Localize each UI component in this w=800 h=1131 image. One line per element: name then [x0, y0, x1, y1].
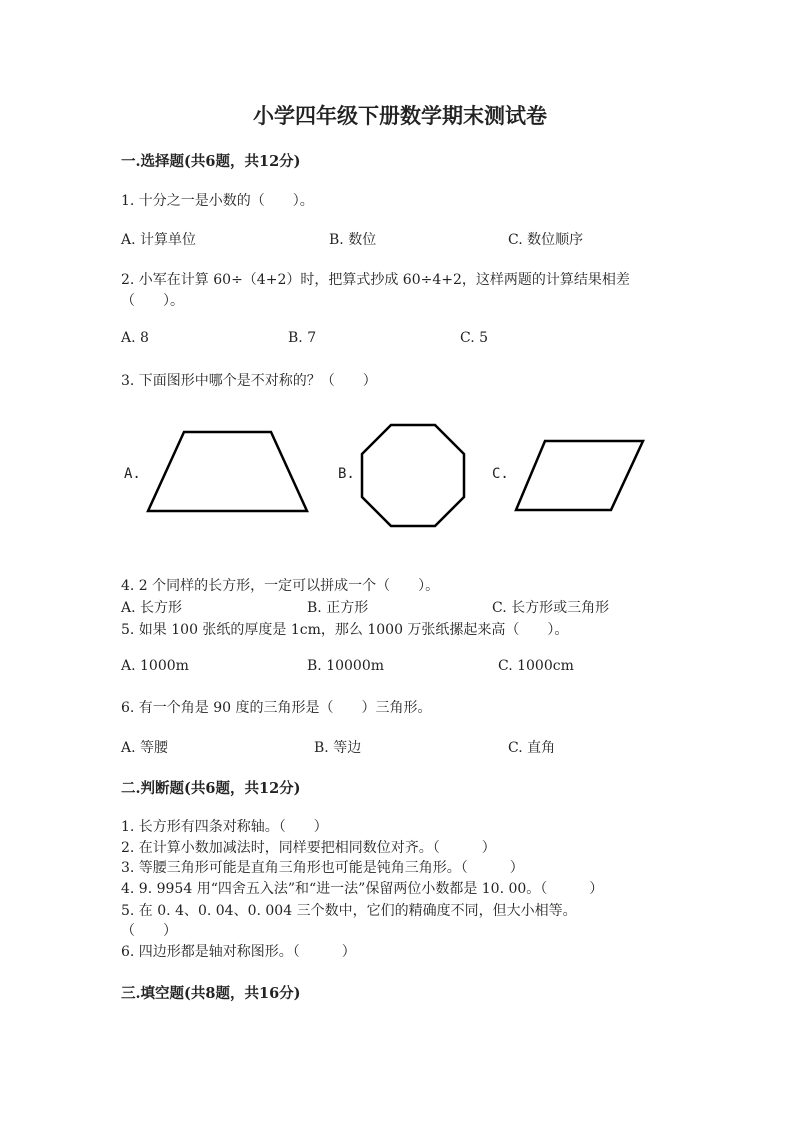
q1-option-a: A. 计算单位 [121, 232, 197, 248]
section-heading-judgement: 二.判断题(共6题，共12分) [121, 780, 301, 797]
q2-option-a: A. 8 [121, 330, 149, 346]
page-title: 小学四年级下册数学期末测试卷 [253, 103, 547, 128]
q3-label-b: B. [338, 466, 355, 482]
question-2-line2: （ ）。 [121, 293, 184, 309]
question-2-line1: 2. 小军在计算 60÷（4+2）时，把算式抄成 60÷4+2，这样两题的计算结果相差 [121, 272, 630, 288]
q1-option-b: B. 数位 [329, 232, 377, 248]
q4-option-c: C. 长方形或三角形 [492, 600, 610, 616]
section-heading-fill-blank: 三.填空题(共8题，共16分) [121, 985, 301, 1002]
q6-option-b: B. 等边 [314, 740, 362, 756]
judgement-item: 3. 等腰三角形可能是直角三角形也可能是钝角三角形。（ ） [121, 860, 524, 876]
judgement-item: 1. 长方形有四条对称轴。（ ） [121, 819, 328, 835]
q6-option-c: C. 直角 [508, 740, 556, 756]
q5-option-a: A. 1000m [121, 658, 189, 674]
q5-option-b: B. 10000m [307, 658, 384, 674]
question-4: 4. 2 个同样的长方形，一定可以拼成一个（ ）。 [121, 578, 440, 594]
question-1: 1. 十分之一是小数的（ ）。 [121, 193, 314, 209]
judgement-item: 6. 四边形都是轴对称图形。（ ） [121, 944, 356, 960]
q5-option-c: C. 1000cm [498, 658, 574, 674]
judgement-item: 4. 9. 9954 用“四舍五入法”和“进一法”保留两位小数都是 10. 00。（ ） [121, 881, 604, 897]
q4-option-a: A. 长方形 [121, 600, 183, 616]
q6-option-a: A. 等腰 [121, 740, 169, 756]
q3-label-a: A. [124, 466, 141, 482]
q2-option-b: B. 7 [288, 330, 317, 346]
question-6: 6. 有一个角是 90 度的三角形是（ ）三角形。 [121, 700, 432, 716]
octagon-shape [358, 421, 468, 531]
question-3: 3. 下面图形中哪个是不对称的？（ ） [121, 373, 377, 389]
trapezoid-shape [140, 425, 310, 515]
q4-option-b: B. 正方形 [307, 600, 369, 616]
parallelogram-shape [512, 437, 647, 515]
q1-option-c: C. 数位顺序 [508, 232, 584, 248]
question-5: 5. 如果 100 张纸的厚度是 1cm，那么 1000 万张纸摞起来高（ ）。 [121, 622, 569, 638]
judgement-item: 5. 在 0. 4、0. 04、0. 004 三个数中，它们的精确度不同，但大小相等。 [121, 903, 577, 919]
judgement-item: 2. 在计算小数加减法时，同样要把相同数位对齐。（ ） [121, 840, 496, 856]
section-heading-choice: 一.选择题(共6题，共12分) [121, 153, 301, 170]
judgement-item-continued: （ ） [121, 923, 177, 939]
q2-option-c: C. 5 [460, 330, 489, 346]
q3-label-c: C. [492, 466, 509, 482]
